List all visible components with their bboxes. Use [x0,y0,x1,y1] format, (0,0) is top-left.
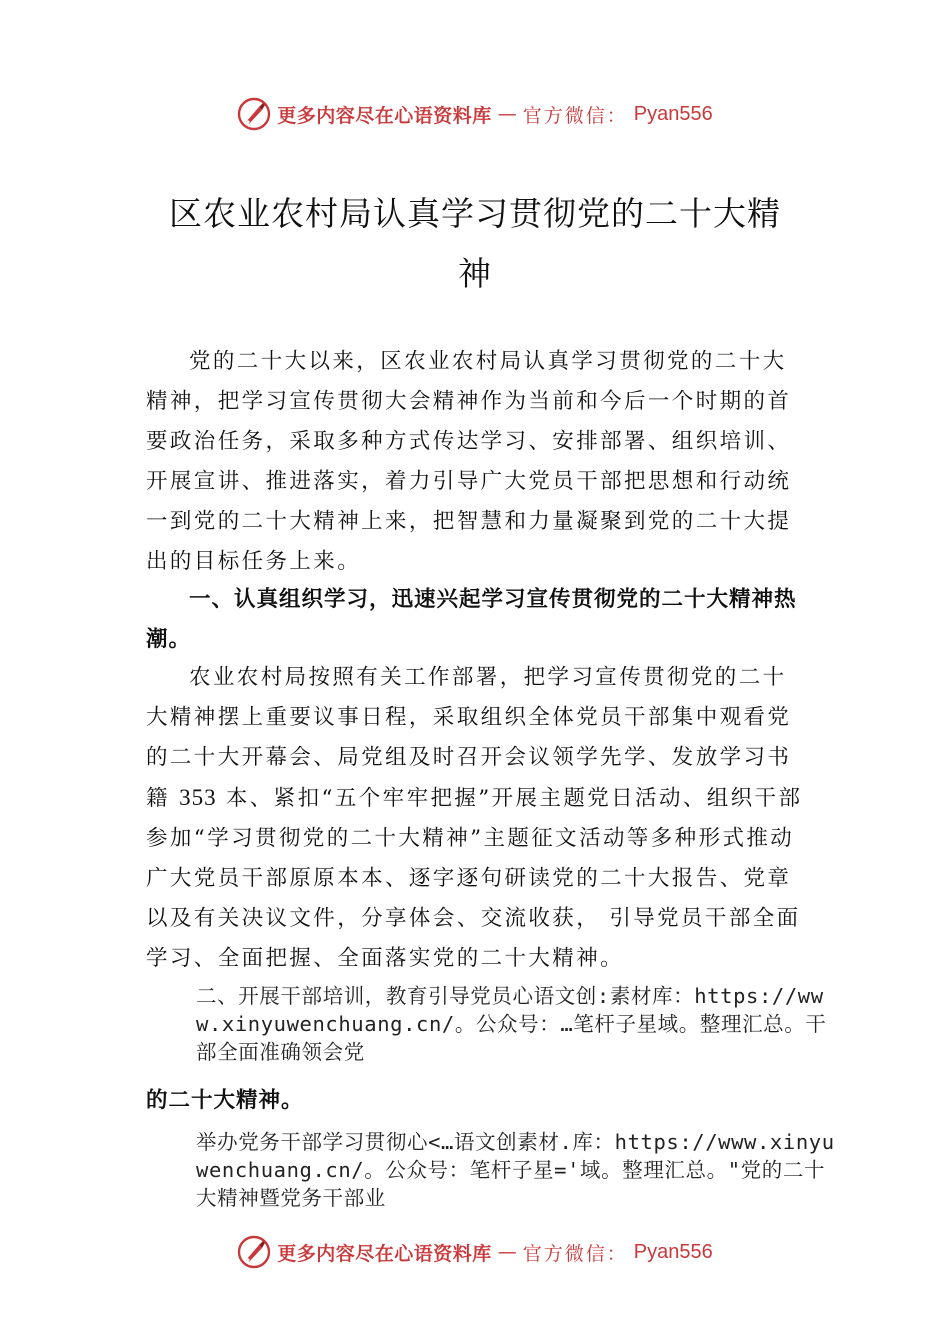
watermark-wechat-id: Pyan556 [633,102,713,125]
section1-heading: 一、认真组织学习，迅速兴起学习宣传贯彻党的二十大精神热潮。 [146,587,797,652]
watermark-separator: — [497,103,517,125]
watermark-brand: 更多内容尽在心语资料库 [277,1242,492,1265]
document-title [140,184,810,304]
document-title-line1: 区农业农村局认真学习贯彻党的二十大精 [169,194,781,233]
pen-nib-logo-icon [237,1235,271,1269]
section1-body [146,658,810,979]
intro-paragraph: 党的二十大以来，区农业农村局认真学习贯彻党的二十大精神，把学习宣传贯彻大会精神作为当前和今后一个时期的首要政治任务，采取多种方式传达学习、安排部署、组织培训、开展宣讲、推进落实，着力引导广大党员干部把思想和行动统一到党的二十大精神上来，把智慧和力量凝聚到党的二十大提出的目标任务上来。 [146,349,792,574]
pen-nib-logo-icon [237,97,271,131]
document-title-line2: 神 [458,254,492,293]
watermark-label: 官方微信： [522,104,628,127]
watermark-wechat-id: Pyan556 [633,1240,713,1263]
watermark-separator: — [497,1241,517,1263]
section2-noise-text-2: 举办党务干部学习贯彻心<…语文创素材.库：https://www.xinyuwenchuang.cn/。公众号：笔杆子星='域。整理汇总。"党的二十大精神暨党务干部业 [196,1130,835,1210]
watermark-banner-top [0,94,950,134]
section2-heading-tail: 的二十大精神。 [146,1088,304,1113]
watermark-label: 官方微信： [522,1242,628,1265]
watermark-banner-bottom [0,1232,950,1272]
section2-noise-text: 二、开展干部培训，教育引导党员心语文创:素材库：https://www.xinyuwenchuang.cn/。公众号：…笔杆子星域。整理汇总。干部全面准确领会党 [196,984,827,1064]
section1-body-before: 农业农村局按照有关工作部署，把学习宣传贯彻党的二十大精神摆上重要议事日程，采取组织全体党员干部集中观看党的二十大开幕会、局党组及时召开会议领学先学、发放学习书籍 [146,665,792,811]
book-count: 353 [179,785,217,810]
watermark-brand: 更多内容尽在心语资料库 [277,104,492,127]
section1-body-after: 本、紧扣“五个牢牢把握”开展主题党日活动、组织干部参加“学习贯彻党的二十大精神”主题征文活动等多种形式推动广大党员干部原原本本、逐字逐句研读党的二十大报告、党章以及有关决议文件，分享体会、交流收获， 引导党员干部全面学习、全面把握、全面落实党的二十大精神。 [146,786,803,971]
